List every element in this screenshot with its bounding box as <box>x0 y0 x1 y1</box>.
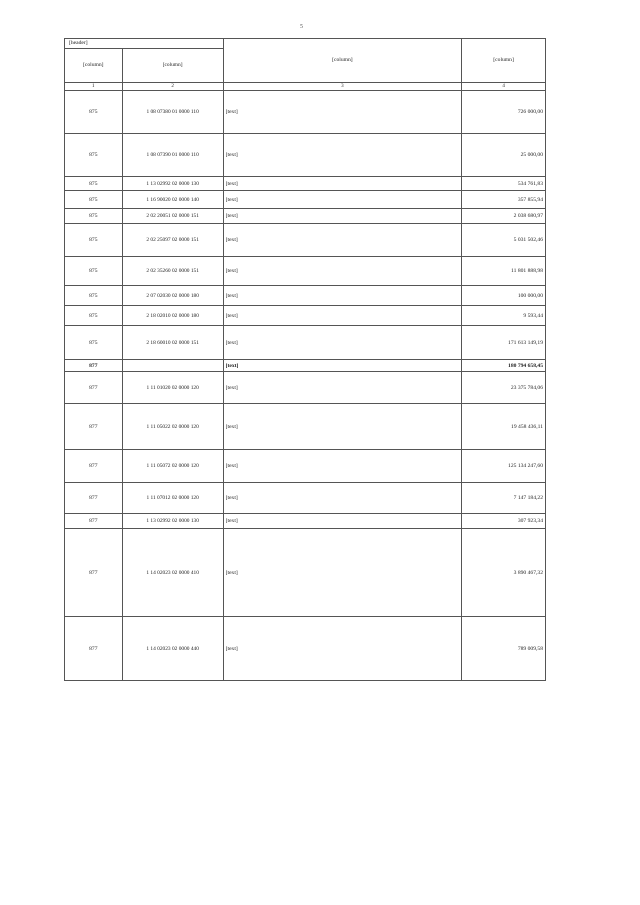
index-cell: 4 <box>462 82 546 91</box>
table-row <box>65 404 546 450</box>
revenue-code-cell: 1 13 02992 02 0000 130 <box>122 177 223 191</box>
admin-code-cell: 875 <box>65 209 123 224</box>
amount-cell: 2 038 680,97 <box>462 209 546 224</box>
table-row <box>65 177 546 191</box>
table-row <box>65 191 546 209</box>
revenue-name-cell: [text] <box>223 450 461 483</box>
revenue-code-cell: 1 11 05022 02 0000 120 <box>122 404 223 450</box>
amount-cell: 171 613 149,19 <box>462 326 546 360</box>
revenue-name-cell: [text] <box>223 257 461 286</box>
table-row <box>65 514 546 529</box>
admin-code-cell: 877 <box>65 529 123 617</box>
revenue-code-cell: 2 02 20051 02 0000 151 <box>122 209 223 224</box>
revenue-name-cell: [text] <box>223 224 461 257</box>
revenue-code-cell: 2 18 02010 02 0000 180 <box>122 306 223 326</box>
admin-code-cell: 877 <box>65 450 123 483</box>
header-group: [header] <box>65 39 224 49</box>
revenue-code-cell: 1 11 05072 02 0000 120 <box>122 450 223 483</box>
table-row <box>65 91 546 134</box>
index-cell: 1 <box>65 82 123 91</box>
table-row <box>65 306 546 326</box>
admin-code-cell: 877 <box>65 483 123 514</box>
admin-code-cell: 875 <box>65 224 123 257</box>
revenue-name-cell: [text] <box>223 404 461 450</box>
revenue-name-cell: [text] <box>223 91 461 134</box>
budget-table <box>64 38 546 681</box>
revenue-code-cell <box>122 360 223 372</box>
amount-cell: 125 134 247,60 <box>462 450 546 483</box>
revenue-code-cell: 1 13 02992 02 0000 130 <box>122 514 223 529</box>
revenue-name-cell: [text] <box>223 326 461 360</box>
table-row <box>65 529 546 617</box>
table-row <box>65 224 546 257</box>
table-row <box>65 372 546 404</box>
amount-cell: 25 000,00 <box>462 134 546 177</box>
revenue-name-cell: [text] <box>223 514 461 529</box>
table-row <box>65 450 546 483</box>
admin-code-cell: 875 <box>65 286 123 306</box>
amount-cell: 307 923,34 <box>462 514 546 529</box>
table-body <box>65 91 546 681</box>
amount-cell: 23 375 784,06 <box>462 372 546 404</box>
admin-code-cell: 877 <box>65 617 123 681</box>
revenue-name-cell: [text] <box>223 617 461 681</box>
header-code: [column] <box>122 48 223 82</box>
amount-cell: 180 794 658,45 <box>462 360 546 372</box>
amount-cell: 3 890 467,32 <box>462 529 546 617</box>
admin-code-cell: 875 <box>65 326 123 360</box>
page-number: 5 <box>300 24 303 30</box>
table-row <box>65 617 546 681</box>
table-row <box>65 360 546 372</box>
revenue-code-cell: 1 14 02023 02 0000 410 <box>122 529 223 617</box>
revenue-code-cell: 1 14 02023 02 0000 440 <box>122 617 223 681</box>
revenue-name-cell: [text] <box>223 529 461 617</box>
admin-code-cell: 875 <box>65 91 123 134</box>
amount-cell: 100 000,00 <box>462 286 546 306</box>
revenue-code-cell: 2 02 35260 02 0000 151 <box>122 257 223 286</box>
revenue-code-cell: 1 16 90020 02 0000 140 <box>122 191 223 209</box>
admin-code-cell: 877 <box>65 372 123 404</box>
table-row <box>65 257 546 286</box>
admin-code-cell: 875 <box>65 191 123 209</box>
admin-code-cell: 875 <box>65 134 123 177</box>
revenue-code-cell: 1 08 07380 01 0000 110 <box>122 91 223 134</box>
amount-cell: 9 593,44 <box>462 306 546 326</box>
table-row <box>65 134 546 177</box>
table-row <box>65 483 546 514</box>
revenue-code-cell: 1 11 07012 02 0000 120 <box>122 483 223 514</box>
header-admin: [column] <box>65 48 123 82</box>
revenue-code-cell: 1 11 01020 02 0000 120 <box>122 372 223 404</box>
revenue-name-cell: [text] <box>223 483 461 514</box>
admin-code-cell: 877 <box>65 360 123 372</box>
amount-cell: 7 147 184,22 <box>462 483 546 514</box>
header-name: [column] <box>223 39 461 83</box>
admin-code-cell: 877 <box>65 514 123 529</box>
amount-cell: 534 761,83 <box>462 177 546 191</box>
revenue-code-cell: 2 18 60010 02 0000 151 <box>122 326 223 360</box>
amount-cell: 357 855,94 <box>462 191 546 209</box>
revenue-code-cell: 2 07 02030 02 0000 180 <box>122 286 223 306</box>
revenue-name-cell: [text] <box>223 191 461 209</box>
revenue-name-cell: [text] <box>223 209 461 224</box>
amount-cell: 11 801 888,98 <box>462 257 546 286</box>
amount-cell: 5 031 502,46 <box>462 224 546 257</box>
amount-cell: 19 458 436,11 <box>462 404 546 450</box>
table-row <box>65 209 546 224</box>
revenue-name-cell: [text] <box>223 177 461 191</box>
revenue-name-cell: [text] <box>223 360 461 372</box>
admin-code-cell: 875 <box>65 257 123 286</box>
revenue-code-cell: 2 02 25097 02 0000 151 <box>122 224 223 257</box>
index-cell: 2 <box>122 82 223 91</box>
admin-code-cell: 875 <box>65 177 123 191</box>
table-row <box>65 286 546 306</box>
admin-code-cell: 875 <box>65 306 123 326</box>
amount-cell: 726 000,00 <box>462 91 546 134</box>
revenue-name-cell: [text] <box>223 286 461 306</box>
revenue-name-cell: [text] <box>223 134 461 177</box>
index-cell: 3 <box>223 82 461 91</box>
revenue-code-cell: 1 08 07390 01 0000 110 <box>122 134 223 177</box>
amount-cell: 789 009,58 <box>462 617 546 681</box>
table-row <box>65 326 546 360</box>
header-sum: [column] <box>462 39 546 83</box>
revenue-name-cell: [text] <box>223 306 461 326</box>
revenue-name-cell: [text] <box>223 372 461 404</box>
admin-code-cell: 877 <box>65 404 123 450</box>
